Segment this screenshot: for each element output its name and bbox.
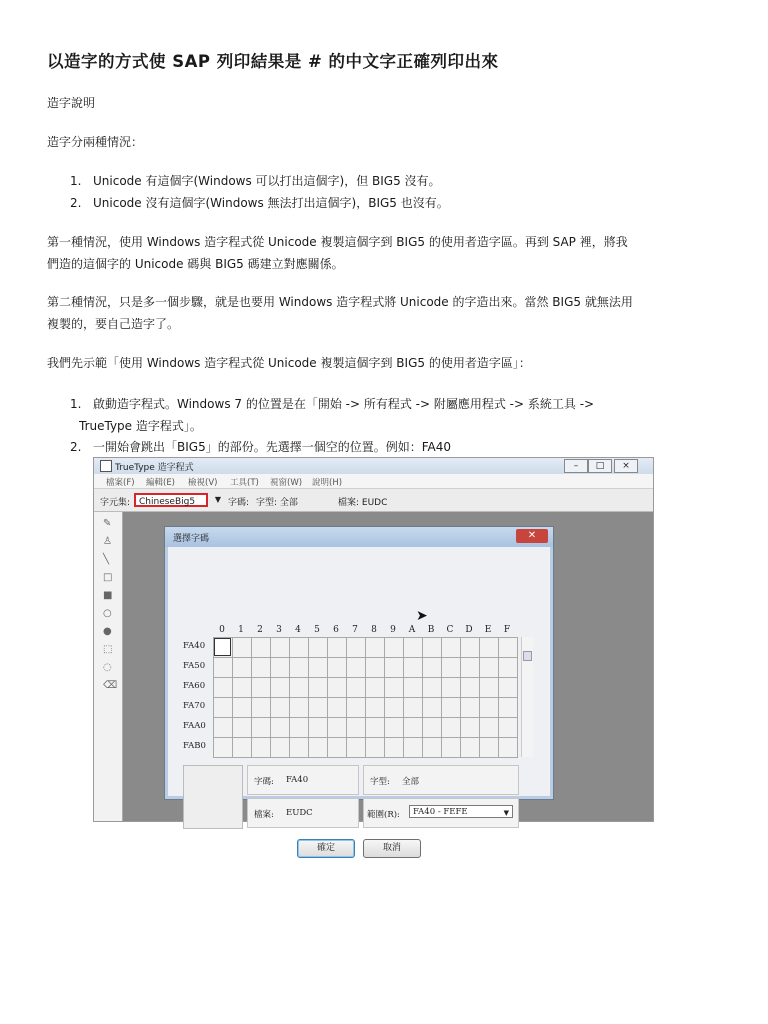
info-value: FA40 [286, 775, 309, 785]
column-header: 8 [371, 625, 377, 635]
column-header: 7 [352, 625, 358, 635]
info-label: 檔案: [254, 810, 274, 820]
ellipse-icon: ○ [103, 608, 112, 619]
info-label: 範圍(R): [367, 810, 400, 820]
info-label: 字碼: [254, 777, 274, 787]
code-label: 字碼: [228, 498, 250, 508]
eraser-icon: ⌫ [103, 680, 118, 691]
info-font [363, 765, 519, 795]
info-label: 字型: [370, 777, 390, 787]
column-header: 3 [276, 625, 282, 635]
select-code-dialog [164, 526, 554, 853]
menu-item: 檔案(F) [106, 478, 135, 488]
column-header: F [503, 625, 511, 635]
paragraph-1-line-1: 第一種情況，使用 Windows 造字程式從 Unicode 複製這個字到 BIG5 的使用者造字區。再到 SAP 裡，將我 [47, 235, 628, 249]
tool-palette [94, 512, 123, 821]
glyph-preview [183, 765, 243, 829]
paragraph-3: 我們先示範「使用 Windows 造字程式從 Unicode 複製這個字到 BIG5 的使用者造字區」： [47, 356, 531, 370]
list-number: 2. [70, 196, 82, 210]
column-header: D [465, 625, 473, 635]
screenshot-image [93, 457, 654, 853]
maximize-icon: □ [588, 459, 612, 473]
list-text: Unicode 沒有這個字(Windows 無法打出這個字)，BIG5 也沒有。 [93, 196, 449, 210]
app-icon [100, 460, 112, 472]
paragraph-2-line-1: 第二種情況，只是多一個步驟，就是也要用 Windows 造字程式將 Unicode 的字造出來。當然 BIG5 就無法用 [47, 295, 633, 309]
list-item [70, 394, 594, 414]
scrollbar [521, 637, 533, 757]
list-item [70, 193, 449, 213]
row-header: FA60 [183, 681, 206, 691]
window-titlebar [94, 458, 653, 474]
close-icon: × [614, 459, 638, 473]
list-item [70, 437, 451, 457]
list-number: 1. [70, 397, 82, 411]
window-title: TrueType 造字程式 [115, 463, 194, 473]
list-text: 啟動造字程式。Windows 7 的位置是在「開始 -> 所有程式 -> 附屬應用程式 -> 系統工具 -> [93, 397, 595, 411]
column-header: 9 [390, 625, 396, 635]
intro-text: 造字分兩種情況： [47, 135, 144, 149]
close-icon: ✕ [516, 529, 548, 543]
page-title: 以造字的方式使 SAP 列印結果是 # 的中文字正確列印出來 [47, 52, 499, 71]
list-number: 2. [70, 440, 82, 454]
menu-item: 工具(T) [230, 478, 259, 488]
charset-select: ChineseBig5 [134, 493, 208, 507]
minimize-icon: – [564, 459, 588, 473]
list-number: 1. [70, 174, 82, 188]
pencil-icon: ✎ [103, 518, 112, 529]
info-file [247, 798, 359, 828]
cancel-button: 取消 [363, 839, 421, 858]
chevron-down-icon: ▼ [503, 808, 509, 817]
dialog-title: 選擇字碼 [173, 534, 210, 544]
scroll-thumb [523, 651, 532, 661]
info-code [247, 765, 359, 795]
row-header: FAB0 [183, 741, 206, 751]
chevron-down-icon: ▼ [214, 495, 222, 504]
section-heading: 造字說明 [47, 96, 96, 110]
charset-label: 字元集: [100, 498, 131, 508]
toolbar [94, 489, 653, 512]
info-value: EUDC [286, 808, 313, 818]
column-header: A [408, 625, 416, 635]
ok-button: 確定 [297, 839, 355, 858]
column-header: 4 [295, 625, 301, 635]
code-grid [213, 637, 518, 758]
column-header: 6 [333, 625, 339, 635]
line-icon: ╲ [103, 554, 110, 565]
row-header: FA40 [183, 641, 206, 651]
column-header: 1 [238, 625, 244, 635]
paragraph-2-line-2: 複製的，要自己造字了。 [47, 317, 180, 331]
menu-item: 視窗(W) [270, 478, 303, 488]
list-item [70, 171, 441, 191]
select-rect-icon: ⬚ [103, 644, 113, 655]
mouse-cursor-icon: ➤ [416, 608, 428, 624]
column-header: C [446, 625, 454, 635]
menu-bar [94, 474, 653, 489]
list-text-continued: TrueType 造字程式」。 [79, 419, 202, 433]
menu-item: 說明(H) [312, 478, 343, 488]
column-header: 0 [219, 625, 225, 635]
column-header: B [427, 625, 435, 635]
lasso-icon: ◌ [103, 662, 112, 673]
selected-cell [214, 638, 231, 656]
list-text: 一開始會跳出「BIG5」的部份。先選擇一個空的位置。例如：FA40 [93, 440, 451, 454]
row-header: FAA0 [183, 721, 206, 731]
filled-ellipse-icon: ● [103, 626, 112, 637]
filled-rectangle-icon: ■ [103, 590, 113, 601]
list-text: Unicode 有這個字(Windows 可以打出這個字)，但 BIG5 沒有。 [93, 174, 441, 188]
column-header: 2 [257, 625, 263, 635]
range-value: FA40 - FEFE [413, 807, 468, 817]
brush-icon: ♙ [103, 536, 112, 547]
dialog-titlebar [165, 527, 553, 547]
rectangle-icon: □ [103, 572, 113, 583]
row-header: FA50 [183, 661, 206, 671]
column-header: E [484, 625, 492, 635]
info-value: 全部 [402, 777, 420, 787]
font-label: 字型: 全部 [256, 498, 298, 508]
column-header: 5 [314, 625, 320, 635]
menu-item: 編輯(E) [146, 478, 176, 488]
row-header: FA70 [183, 701, 206, 711]
paragraph-1-line-2: 們造的這個字的 Unicode 碼與 BIG5 碼建立對應關係。 [47, 257, 344, 271]
menu-item: 檢視(V) [188, 478, 218, 488]
file-label: 檔案: EUDC [338, 498, 388, 508]
range-select [409, 805, 513, 818]
